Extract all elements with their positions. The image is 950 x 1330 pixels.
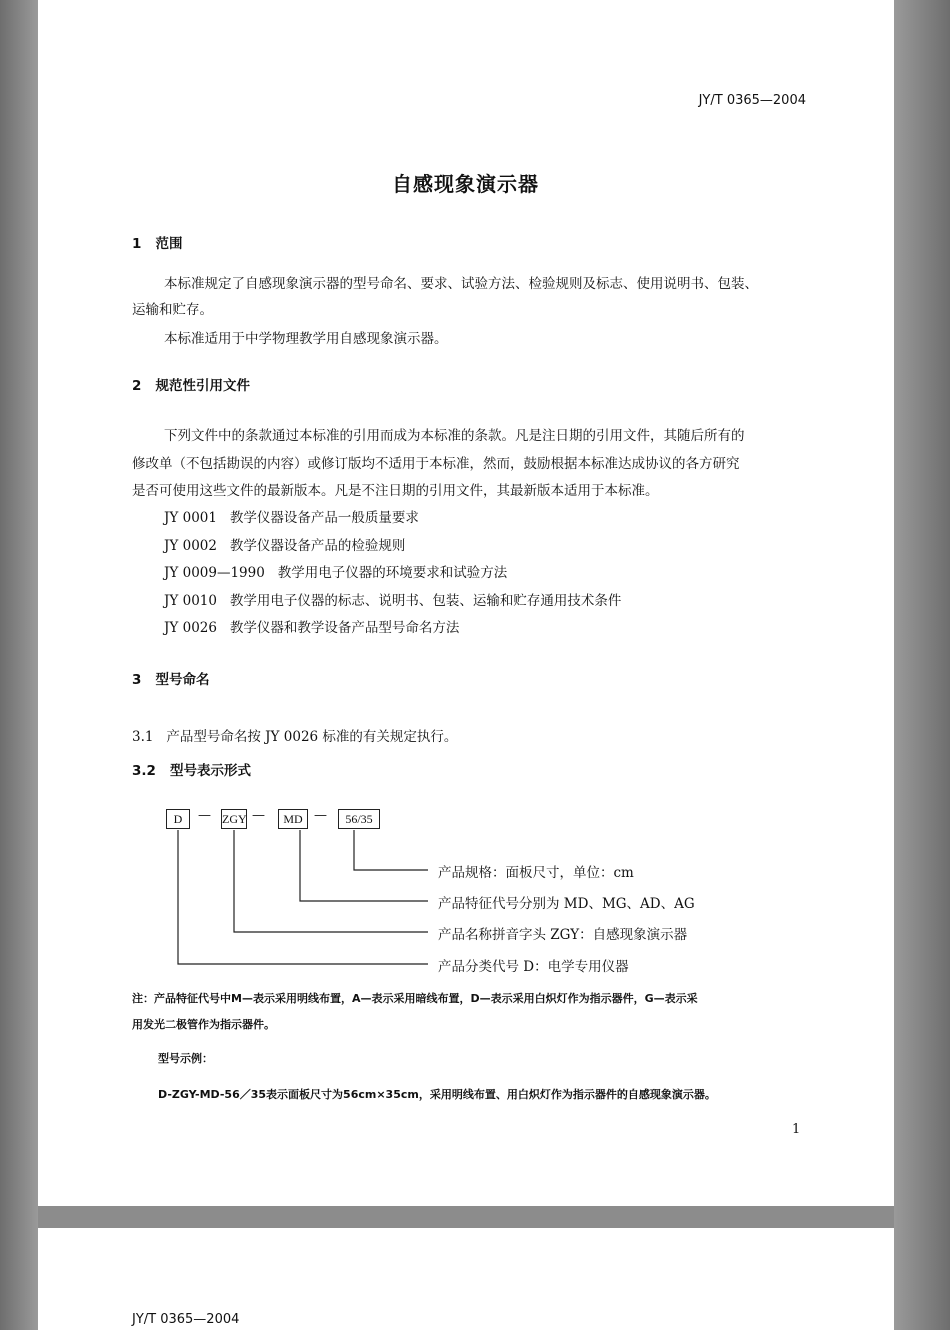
model-label-name: 产品名称拼音字头 ZGY：自感现象演示器 <box>438 927 688 943</box>
scope-paragraph: 本标准适用于中学物理教学用自感现象演示器。 <box>164 331 448 347</box>
document-page-2 <box>38 1228 894 1330</box>
separator-dash: — <box>198 808 211 823</box>
document-title: 自感现象演示器 <box>392 172 539 196</box>
references-paragraph-line: 修改单（不包括勘误的内容）或修订版均不适用于本标准，然而，鼓励根据本标准达成协议的各方研究 <box>132 456 740 472</box>
references-paragraph-line: 下列文件中的条款通过本标准的引用而成为本标准的条款。凡是注日期的引用文件，其随后所有的 <box>164 428 745 444</box>
reference-code: JY 0001 <box>164 510 217 526</box>
standard-number-header: JY/T 0365—2004 <box>132 1312 240 1327</box>
example-heading: 型号示例： <box>158 1052 213 1065</box>
section-title: 规范性引用文件 <box>155 378 251 394</box>
scope-paragraph-line: 本标准规定了自感现象演示器的型号命名、要求、试验方法、检验规则及标志、使用说明书、包装、 <box>164 276 758 292</box>
clause-title: 型号表示形式 <box>170 763 252 779</box>
section-number: 3 <box>132 672 142 688</box>
reference-code: JY 0002 <box>164 538 217 554</box>
clause-text: 产品型号命名按 JY 0026 标准的有关规定执行。 <box>166 729 458 745</box>
model-label-category: 产品分类代号 D：电学专用仪器 <box>438 959 629 975</box>
model-box-category: D <box>166 809 190 829</box>
reference-title: 教学仪器和教学设备产品型号命名方法 <box>229 620 460 636</box>
scan-right-margin <box>894 0 950 1330</box>
separator-dash: — <box>252 808 265 823</box>
document-page-1 <box>38 0 894 1206</box>
scan-left-margin <box>0 0 38 1330</box>
model-box-feature: MD <box>278 809 308 829</box>
reference-title: 教学仪器设备产品的检验规则 <box>229 538 406 554</box>
page-number: 1 <box>792 1122 801 1137</box>
reference-code: JY 0010 <box>164 593 217 609</box>
clause-number: 3.1 <box>132 729 154 745</box>
model-box-spec: 56/35 <box>338 809 380 829</box>
reference-title: 教学仪器设备产品一般质量要求 <box>229 510 419 526</box>
reference-code: JY 0026 <box>164 620 217 636</box>
section-number: 1 <box>132 236 142 252</box>
reference-title: 教学用电子仪器的环境要求和试验方法 <box>277 565 508 581</box>
model-label-spec: 产品规格：面板尺寸，单位：cm <box>438 865 634 881</box>
reference-code: JY 0009—1990 <box>164 565 265 581</box>
standard-number-header: JY/T 0365—2004 <box>698 93 806 108</box>
note-line: 用发光二极管作为指示器件。 <box>132 1018 275 1031</box>
section-title: 范围 <box>155 236 183 252</box>
model-box-name: ZGY <box>221 809 247 829</box>
reference-title: 教学用电子仪器的标志、说明书、包装、运输和贮存通用技术条件 <box>229 593 622 609</box>
note-line: 注：产品特征代号中M—表示采用明线布置，A—表示采用暗线布置，D—表示采用白炽灯作为指示器件，G—表示采 <box>132 992 698 1005</box>
scope-paragraph-line: 运输和贮存。 <box>132 302 213 318</box>
example-text: D-ZGY-MD-56／35表示面板尺寸为56cm×35cm，采用明线布置、用白炽灯作为指示器件的自感现象演示器。 <box>158 1088 716 1101</box>
references-paragraph-line: 是否可使用这些文件的最新版本。凡是不注日期的引用文件，其最新版本适用于本标准。 <box>132 483 659 499</box>
section-number: 2 <box>132 378 142 394</box>
separator-dash: — <box>314 808 327 823</box>
clause-number: 3.2 <box>132 763 156 779</box>
model-label-feature: 产品特征代号分别为 MD、MG、AD、AG <box>438 896 695 912</box>
section-title: 型号命名 <box>155 672 210 688</box>
